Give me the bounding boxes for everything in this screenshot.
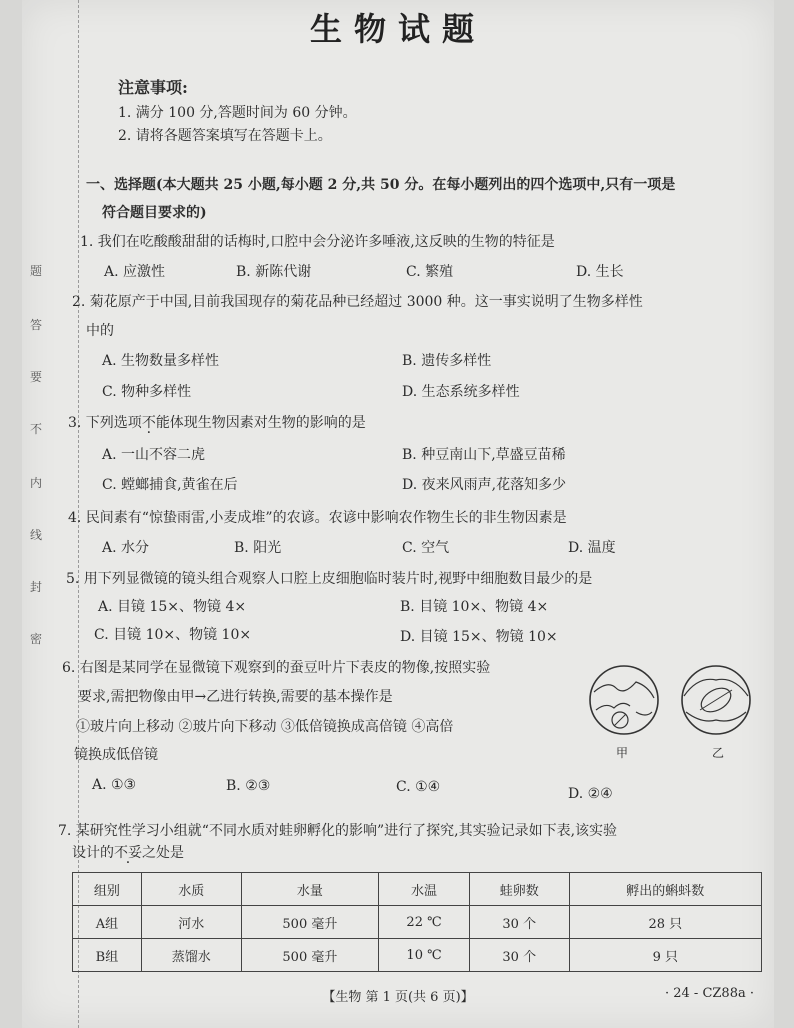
q5-option-d: D. 目镜 15×、物镜 10× xyxy=(400,629,558,645)
question-2-stem: 2. 菊花原产于中国,目前我国现存的菊花品种已经超过 3000 种。这一事实说明了生物多样性 xyxy=(72,294,643,310)
figure-label-b: 乙 xyxy=(712,746,725,760)
margin-char: 内 xyxy=(30,476,43,490)
table-header: 孵出的蝌蚪数 xyxy=(569,873,761,906)
table-cell: 500 毫升 xyxy=(241,939,379,972)
q3-emphasis: 不 xyxy=(141,415,156,431)
q6-option-b: B. ②③ xyxy=(226,778,271,794)
question-3-stem xyxy=(68,412,366,432)
q5-option-a: A. 目镜 15×、物镜 4× xyxy=(98,599,247,615)
q6-option-d: D. ②④ xyxy=(568,786,613,802)
q7-stem-pre: 设计的 xyxy=(72,845,114,861)
table-cell: 10 ℃ xyxy=(379,939,470,972)
table-header: 水质 xyxy=(141,873,241,906)
q4-option-c: C. 空气 xyxy=(402,540,450,556)
paper-code: · 24 - CZ88a · xyxy=(664,986,754,1001)
table-cell: 22 ℃ xyxy=(379,906,470,939)
q3-option-b: B. 种豆南山下,草盛豆苗稀 xyxy=(402,447,566,463)
microscope-field-b-figure xyxy=(678,662,754,738)
question-1-stem: 1. 我们在吃酸酸甜甜的话梅时,口腔中会分泌许多唾液,这反映的生物的特征是 xyxy=(80,234,555,250)
q2-option-a: A. 生物数量多样性 xyxy=(102,353,220,369)
table-header: 水温 xyxy=(379,873,470,906)
notice-item: 1. 满分 100 分,答题时间为 60 分钟。 xyxy=(118,105,357,121)
margin-char: 答 xyxy=(30,318,43,332)
q1-option-c: C. 繁殖 xyxy=(406,264,454,280)
table-header-row xyxy=(73,873,762,906)
q1-option-b: B. 新陈代谢 xyxy=(236,264,312,280)
table-cell: 30 个 xyxy=(469,939,569,972)
q6-option-a: A. ①③ xyxy=(92,777,137,793)
exam-paper xyxy=(22,0,774,1028)
table-cell: 9 只 xyxy=(569,939,761,972)
q3-stem-pre: 3. 下列选项 xyxy=(68,415,142,431)
q1-option-a: A. 应激性 xyxy=(104,264,166,280)
q2-option-d: D. 生态系统多样性 xyxy=(402,384,520,400)
q7-emphasis: 不妥 xyxy=(114,845,142,861)
table-cell: 30 个 xyxy=(469,906,569,939)
table-row xyxy=(73,939,762,972)
q4-option-b: B. 阳光 xyxy=(234,540,282,556)
q3-option-d: D. 夜来风雨声,花落知多少 xyxy=(402,477,567,493)
q4-option-a: A. 水分 xyxy=(102,540,150,556)
table-row xyxy=(73,906,762,939)
q3-option-c: C. 螳螂捕食,黄雀在后 xyxy=(102,477,238,493)
q5-option-c: C. 目镜 10×、物镜 10× xyxy=(94,627,252,643)
figure-label-a: 甲 xyxy=(616,746,629,760)
q2-option-b: B. 遗传多样性 xyxy=(402,353,492,369)
margin-char: 不 xyxy=(30,422,43,436)
table-cell: 河水 xyxy=(141,906,241,939)
question-6-stem-4: 镜换成低倍镜 xyxy=(74,747,158,763)
table-cell: 蒸馏水 xyxy=(141,939,241,972)
q3-stem-post: 能体现生物因素对生物的影响的是 xyxy=(155,415,366,431)
table-cell: A组 xyxy=(73,906,142,939)
q3-option-a: A. 一山不容二虎 xyxy=(102,447,206,463)
notice-heading: 注意事项: xyxy=(118,78,188,97)
table-header: 水量 xyxy=(241,873,379,906)
question-7-stem: 7. 某研究性学习小组就“不同水质对蛙卵孵化的影响”进行了探究,其实验记录如下表,该实验 xyxy=(58,823,618,839)
section-heading: 一、选择题(本大题共 25 小题,每小题 2 分,共 50 分。在每小题列出的四个选项中,只有一项是 xyxy=(86,177,676,193)
question-6-stem: 6. 右图是某同学在显微镜下观察到的蚕豆叶片下表皮的物像,按照实验 xyxy=(62,660,491,676)
microscope-field-a-figure xyxy=(586,662,662,738)
table-header: 蛙卵数 xyxy=(469,873,569,906)
notice-block xyxy=(118,76,357,148)
margin-char: 题 xyxy=(30,264,43,278)
q6-option-c: C. ①④ xyxy=(396,779,441,795)
margin-char: 密 xyxy=(30,632,43,646)
question-4-stem: 4. 民间素有“惊蛰雨雷,小麦成堆”的农谚。农谚中影响农作物生长的非生物因素是 xyxy=(68,510,567,526)
q7-stem-post: 之处是 xyxy=(142,845,184,861)
margin-char: 线 xyxy=(30,528,43,542)
page-title: 生物试题 xyxy=(309,10,486,48)
question-6-stem-3: ①玻片向上移动 ②玻片向下移动 ③低倍镜换成高倍镜 ④高倍 xyxy=(76,719,454,735)
experiment-table xyxy=(72,872,762,972)
table-cell: 500 毫升 xyxy=(241,906,379,939)
notice-item: 2. 请将各题答案填写在答题卡上。 xyxy=(118,128,332,144)
table-header: 组别 xyxy=(73,873,142,906)
table-cell: B组 xyxy=(73,939,142,972)
question-7-stem-2 xyxy=(72,842,184,862)
section-heading-cont: 符合题目要求的) xyxy=(102,205,207,221)
q1-option-d: D. 生长 xyxy=(576,264,624,280)
margin-char: 要 xyxy=(30,370,43,384)
question-6-stem-2: 要求,需把物像由甲→乙进行转换,需要的基本操作是 xyxy=(78,689,393,705)
table-cell: 28 只 xyxy=(569,906,761,939)
margin-char: 封 xyxy=(30,580,43,594)
q5-option-b: B. 目镜 10×、物镜 4× xyxy=(400,599,549,615)
page-footer: 【生物 第 1 页(共 6 页)】 xyxy=(322,990,474,1005)
q4-option-d: D. 温度 xyxy=(568,540,616,556)
q2-option-c: C. 物种多样性 xyxy=(102,384,192,400)
question-5-stem: 5. 用下列显微镜的镜头组合观察人口腔上皮细胞临时装片时,视野中细胞数目最少的是 xyxy=(66,571,593,587)
question-2-stem-cont: 中的 xyxy=(86,323,114,339)
